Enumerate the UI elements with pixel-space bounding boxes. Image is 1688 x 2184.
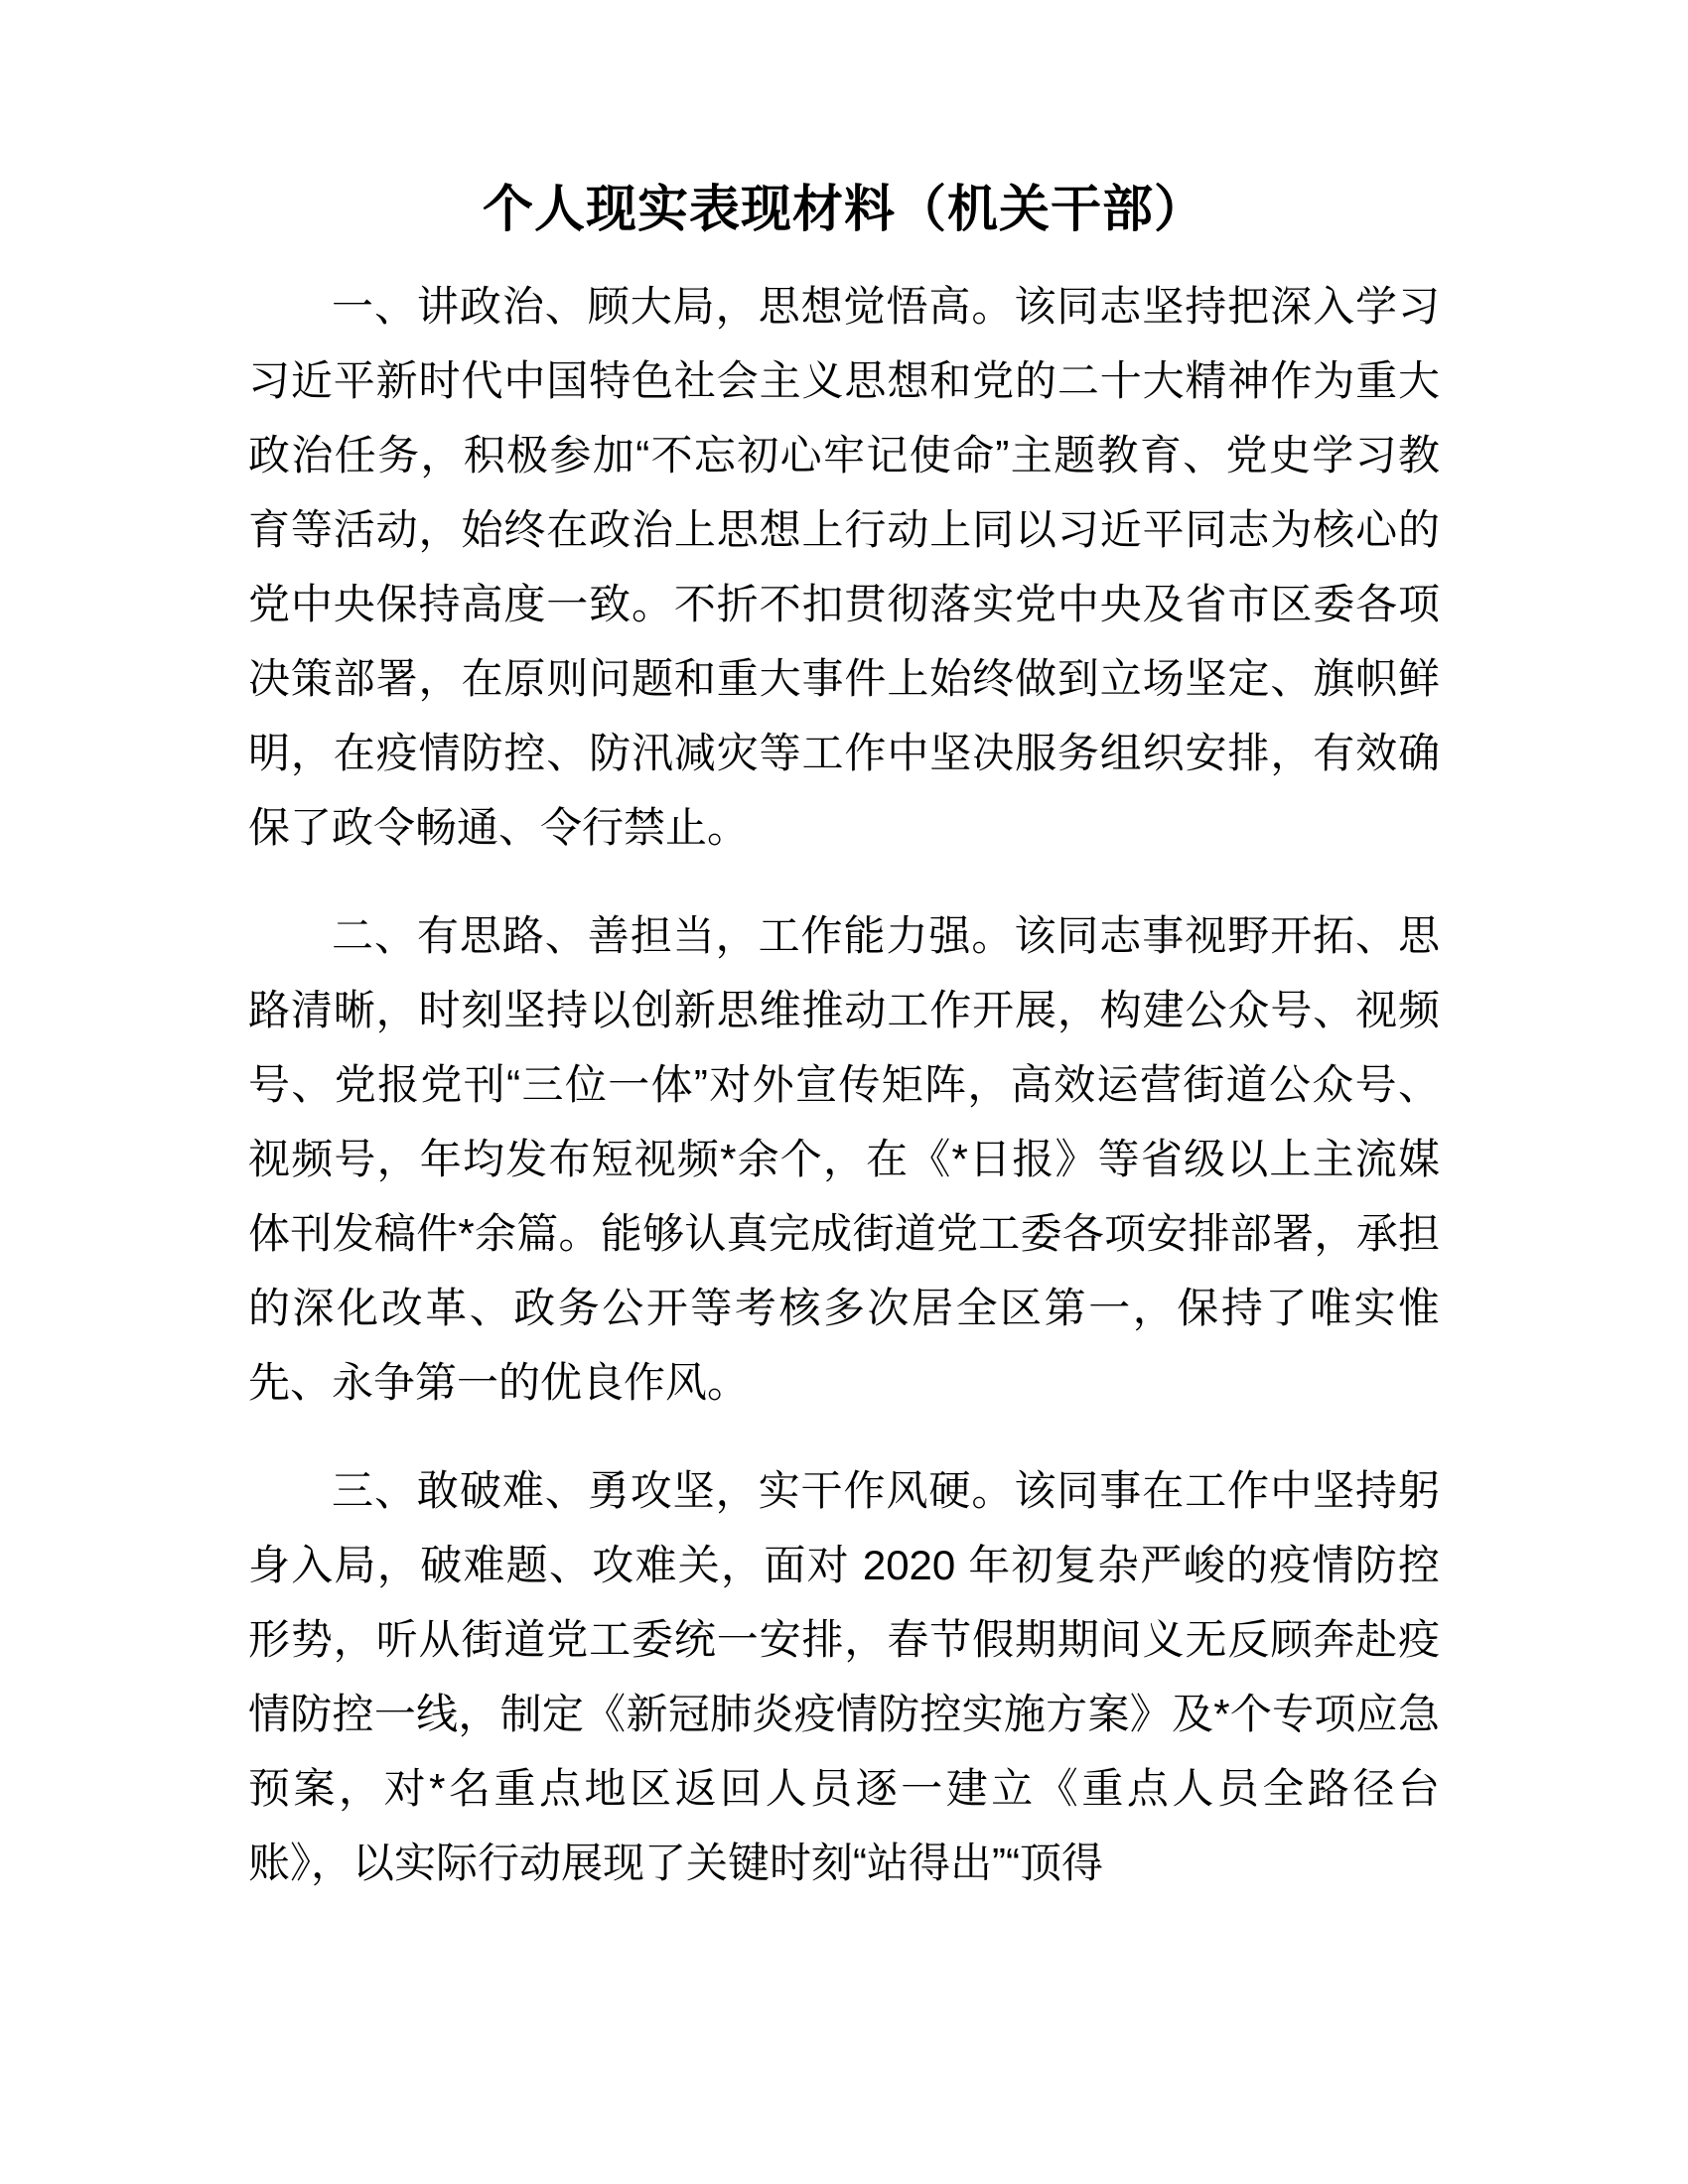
paragraph-three: 三、敢破难、勇攻坚，实干作风硬。该同事在工作中坚持躬身入局，破难题、攻难关，面对 2020 年初复杂严峻的疫情防控形势，听从街道党工委统一安排，春节假期期间义无反顾奔赴疫情防控一线，制定《新冠肺炎疫情防控实施方案》及*个专项应急预案，对*名重点地区返回人员逐一建立《重点人员全路径台账》，以实际行动展现了关键时刻“站得出”“顶得 bbox=[248, 1466, 1440, 1886]
document-body bbox=[248, 269, 1440, 1900]
document-title: 个人现实表现材料（机关干部） bbox=[482, 181, 1205, 237]
page-content-area bbox=[248, 0, 1440, 1900]
paragraph-one: 一、讲政治、顾大局，思想觉悟高。该同志坚持把深入学习习近平新时代中国特色社会主义思想和党的二十大精神作为重大政治任务，积极参加“不忘初心牢记使命”主题教育、党史学习教育等活动，始终在政治上思想上行动上同以习近平同志为核心的党中央保持高度一致。不折不扣贯彻落实党中央及省市区委各项决策部署，在原则问题和重大事件上始终做到立场坚定、旗帜鲜明，在疫情防控、防汛减灾等工作中坚决服务组织安排，有效确保了政令畅通、令行禁止。 bbox=[248, 282, 1440, 851]
paragraph-two: 二、有思路、善担当，工作能力强。该同志事视野开拓、思路清晰，时刻坚持以创新思维推动工作开展，构建公众号、视频号、党报党刊“三位一体”对外宣传矩阵，高效运营街道公众号、视频号，年均发布短视频*余个，在《*日报》等省级以上主流媒体刊发稿件*余篇。能够认真完成街道党工委各项安排部署，承担的深化改革、政务公开等考核多次居全区第一，保持了唯实惟先、永争第一的优良作风。 bbox=[248, 911, 1440, 1406]
